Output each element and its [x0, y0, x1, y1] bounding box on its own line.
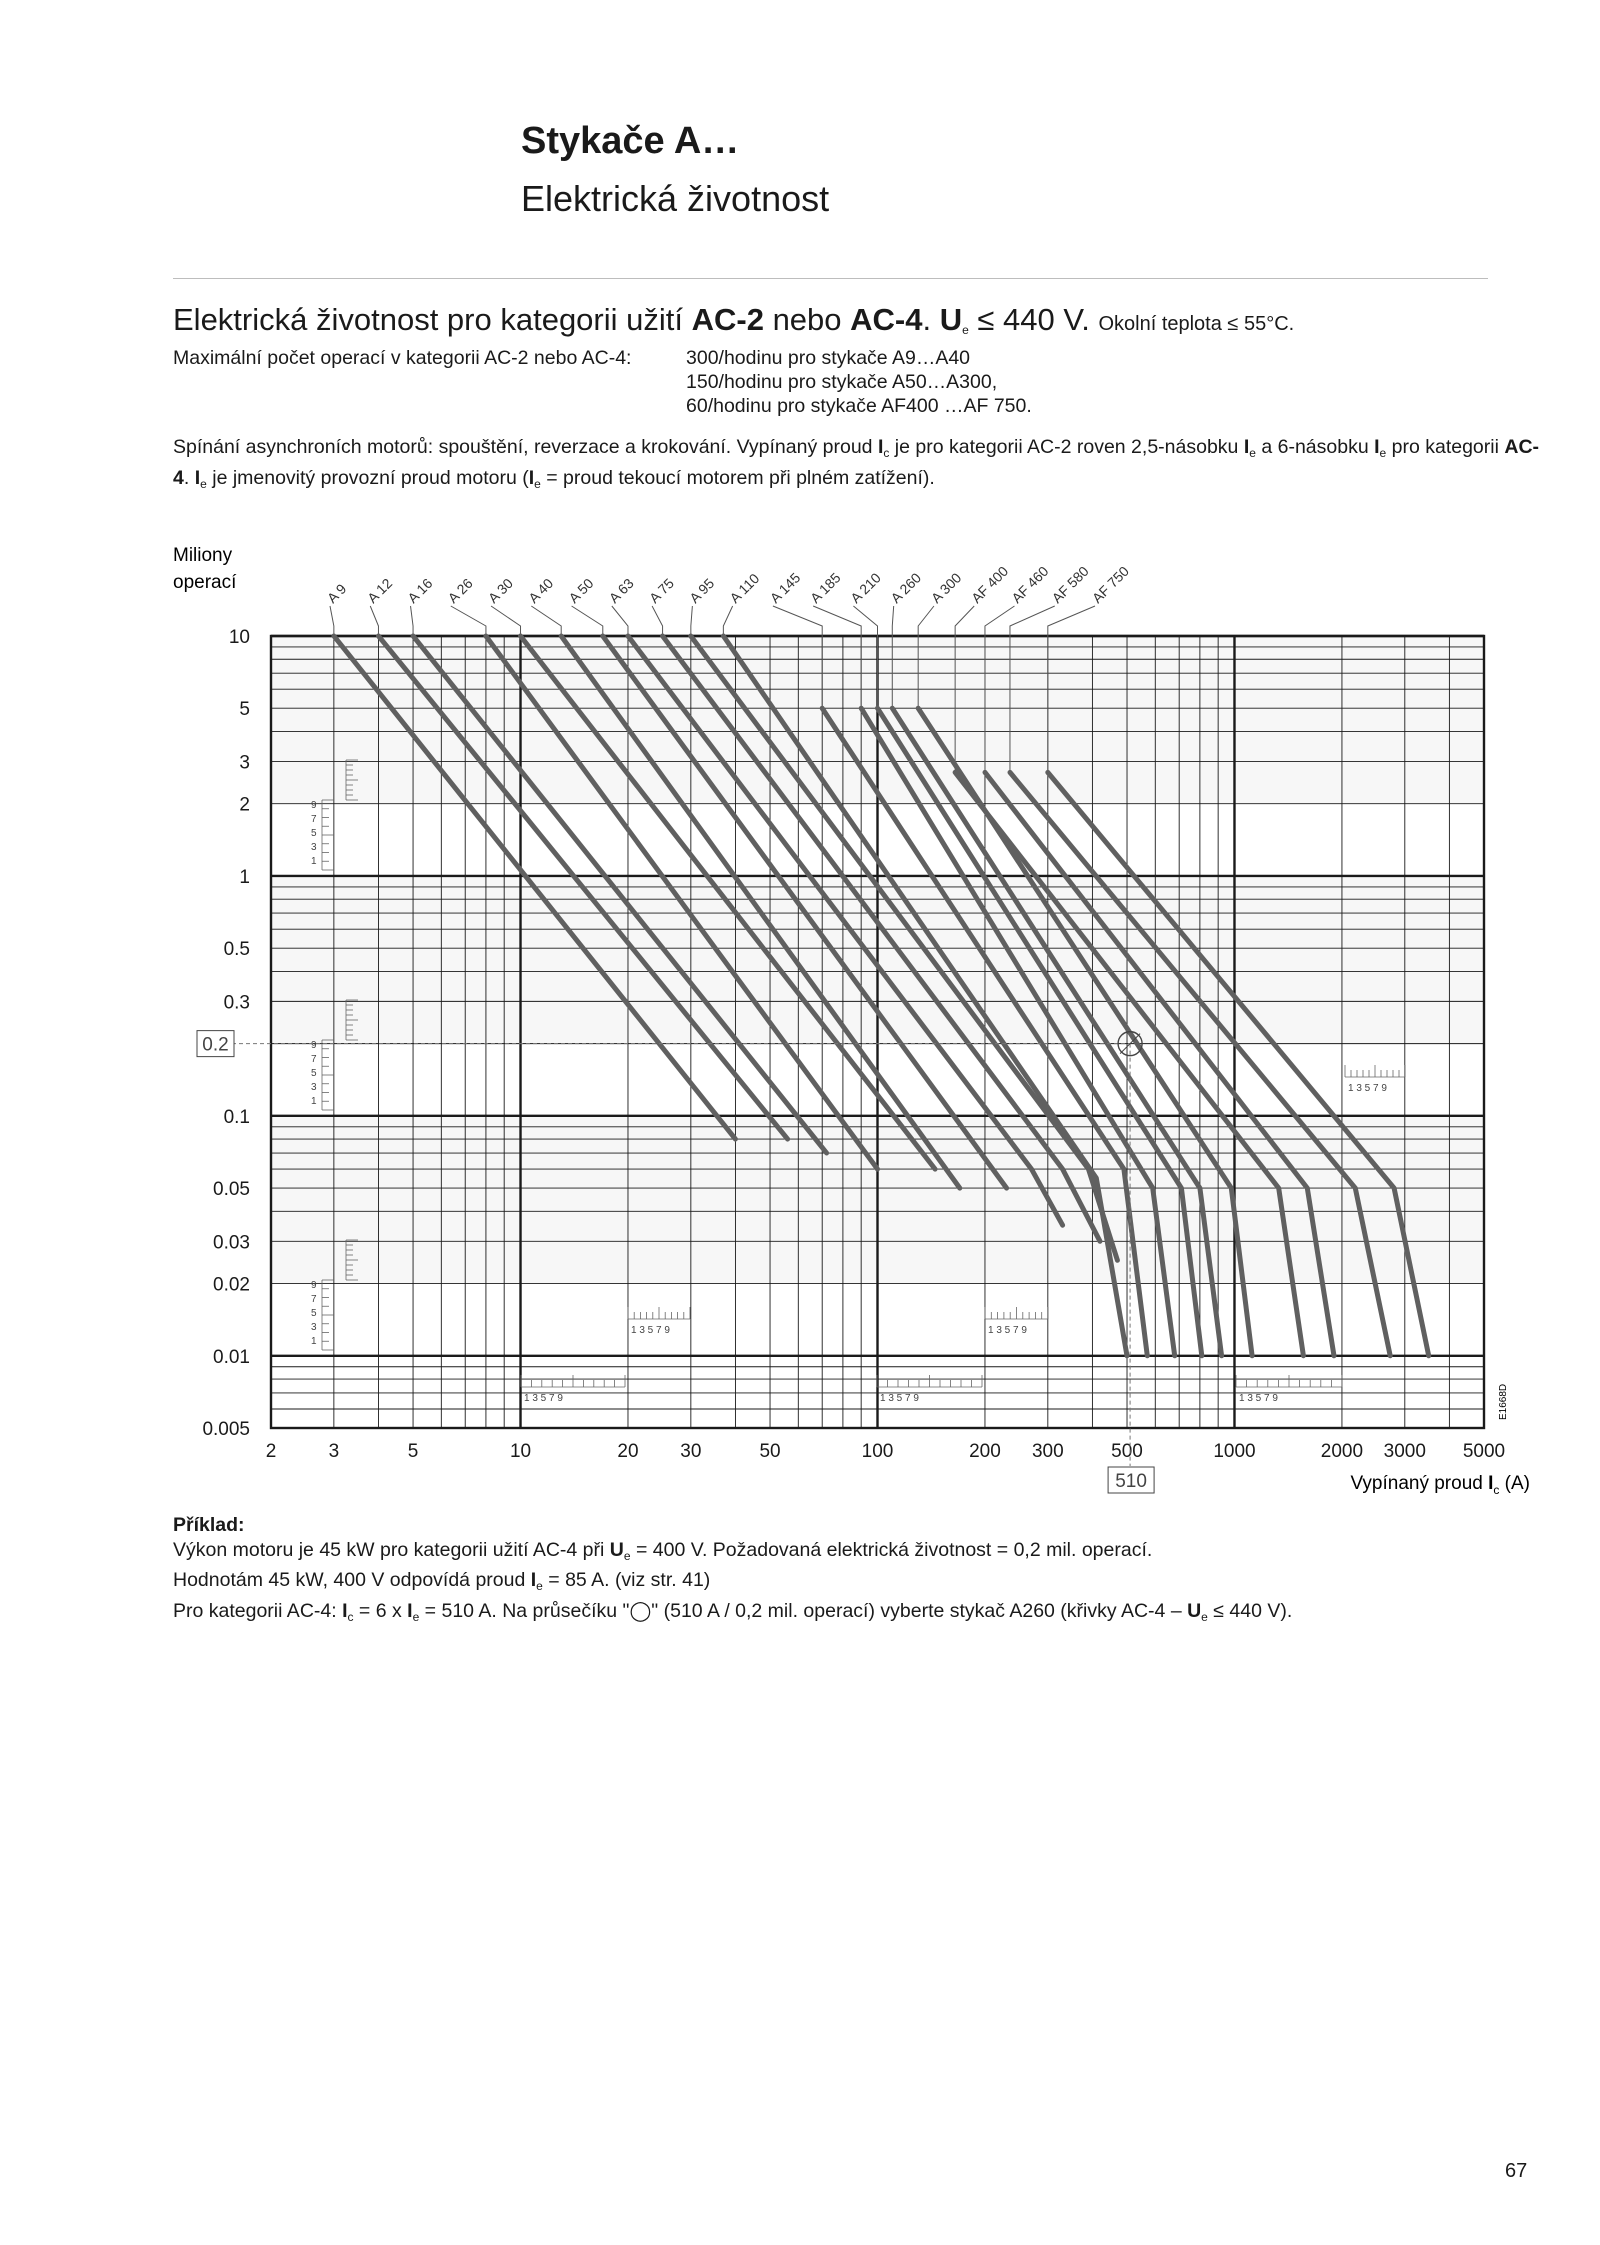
- minor-scale-digit: 5: [311, 828, 317, 839]
- max-operations-line: 60/hodinu pro stykače AF400 …AF 750.: [686, 395, 1032, 417]
- y-tick-label: 0.005: [202, 1419, 250, 1440]
- y-tick-label: 0.02: [213, 1274, 250, 1296]
- x-tick-label: 200: [969, 1441, 1001, 1462]
- para-ie: I: [1243, 436, 1250, 458]
- minor-scale-digits: 1 3 5 7 9: [988, 1325, 1027, 1336]
- series-label: A 9: [323, 580, 350, 607]
- series-leader: [691, 606, 693, 636]
- series-label: A 95: [686, 574, 718, 607]
- max-operations-list: [686, 346, 1032, 418]
- series-label: AF 580: [1048, 562, 1092, 607]
- minor-scale-digit: 3: [311, 1322, 317, 1333]
- minor-scale-digit: 1: [311, 1096, 317, 1107]
- x-tick-label: 20: [617, 1441, 639, 1462]
- minor-scale-digits: 1 3 5 7 9: [631, 1325, 670, 1336]
- example-ie-sub: e: [412, 1609, 420, 1624]
- y-tick-label: 5: [239, 699, 250, 721]
- electrical-life-chart: [0, 520, 1600, 1500]
- minor-scale-digit: 7: [311, 1054, 317, 1065]
- x-tick-label: 50: [759, 1441, 781, 1462]
- series-leader: [572, 606, 603, 636]
- page-subtitle: Elektrická životnost: [521, 178, 830, 219]
- series-label: A 16: [404, 574, 436, 607]
- y-axis-label-line2: operací: [173, 572, 237, 593]
- series-leader: [612, 606, 628, 636]
- minor-scale-digit: 1: [311, 1336, 317, 1347]
- max-operations-line: 300/hodinu pro stykače A9…A40: [686, 347, 971, 369]
- para-text: = proud tekoucí motorem při plném zatížení).: [540, 467, 935, 489]
- heading-ue-sub: e: [962, 323, 969, 337]
- y-axis-label-line1: Miliony: [173, 545, 233, 566]
- example-y-label: 0.2: [202, 1034, 229, 1056]
- x-tick-label: 5000: [1462, 1441, 1506, 1462]
- series-leader: [723, 606, 732, 636]
- x-tick-label: 500: [1111, 1441, 1143, 1462]
- series-label: AF 750: [1088, 562, 1133, 607]
- series-leader: [652, 606, 662, 636]
- series-label: A 185: [806, 569, 844, 607]
- example-line-3: [173, 1599, 1292, 1630]
- example-text: = 6 x: [353, 1599, 408, 1622]
- y-tick-label: 2: [239, 794, 250, 816]
- example-line-1: [173, 1538, 1292, 1569]
- max-operations-label: Maximální počet operací v kategorii AC-2 nebo AC-4:: [173, 347, 632, 369]
- para-ic: I: [877, 436, 884, 458]
- minor-scale-digit: 9: [311, 1280, 317, 1291]
- y-tick-label: 0.3: [223, 992, 250, 1014]
- heading-text-a: Elektrická životnost pro kategorii užití: [173, 302, 692, 337]
- description-paragraph: [173, 435, 1543, 497]
- header-divider: [173, 278, 1488, 279]
- series-label: A 210: [847, 569, 884, 607]
- x-axis-label-unit: (A): [1499, 1473, 1530, 1494]
- para-text: .: [183, 467, 195, 489]
- example-ic: I: [342, 1599, 348, 1622]
- y-tick-label: 3: [239, 752, 250, 774]
- heading-ambient: Okolní teplota ≤ 55°C.: [1098, 313, 1295, 335]
- x-tick-label: 5: [407, 1441, 419, 1462]
- series-label: A 75: [645, 574, 678, 607]
- x-axis-label: [1350, 1473, 1530, 1497]
- example-block: [173, 1513, 1292, 1629]
- series-label: A 63: [605, 574, 637, 607]
- example-x-label: 510: [1115, 1471, 1147, 1492]
- minor-scale-digit: 9: [311, 1040, 317, 1051]
- example-text: ≤ 440 V).: [1207, 1599, 1293, 1622]
- series-leader: [330, 606, 334, 636]
- heading-ue: U: [939, 302, 963, 337]
- para-text: a 6-násobku: [1255, 436, 1375, 458]
- minor-scale-digit: 5: [311, 1068, 317, 1079]
- series-label: AF 400: [968, 562, 1012, 607]
- series-label: A 12: [364, 574, 396, 607]
- x-axis-label-sub: c: [1493, 1483, 1500, 1497]
- page-title: Stykače A…: [521, 120, 740, 162]
- example-text: " (510 A / 0,2 mil. operací) vyberte stykač A260 (křivky AC-4 –: [651, 1599, 1188, 1622]
- para-text: pro kategorii: [1386, 436, 1505, 458]
- series-label: A 40: [525, 574, 557, 607]
- para-ic-sub: c: [883, 446, 890, 460]
- page-number: 67: [1505, 2160, 1528, 2182]
- x-tick-label: 3000: [1383, 1441, 1426, 1462]
- minor-scale-digits: 1 3 5 7 9: [524, 1393, 563, 1404]
- series-label: A 50: [565, 574, 597, 607]
- intersection-symbol: ◯: [629, 1599, 652, 1622]
- x-tick-label: 10: [509, 1441, 532, 1462]
- x-tick-label: 300: [1031, 1441, 1064, 1462]
- para-text: Spínání asynchroních motorů: spouštění, reverzace a krokování. Vypínaný proud: [173, 436, 878, 458]
- para-text: je pro kategorii AC-2 roven 2,5-násobku: [889, 436, 1244, 458]
- series-leader: [531, 606, 561, 636]
- minor-scale-digit: 3: [311, 1082, 317, 1093]
- series-leader: [491, 606, 520, 636]
- example-text: Hodnotám 45 kW, 400 V odpovídá proud: [173, 1569, 531, 1591]
- heading-ac4: AC-4: [850, 302, 923, 337]
- para-ie-sub: e: [200, 477, 207, 491]
- y-tick-label: 10: [228, 627, 250, 648]
- y-tick-label: 0.01: [213, 1346, 250, 1368]
- para-text: je jmenovitý provozní proud motoru (: [206, 467, 529, 489]
- example-text: = 85 A. (viz str. 41): [542, 1569, 711, 1591]
- heading-text-c: .: [922, 302, 940, 337]
- para-ie-sub: e: [1249, 446, 1256, 460]
- y-tick-label: 0.5: [223, 939, 250, 961]
- x-tick-label: 3: [328, 1441, 340, 1462]
- example-ue: U: [609, 1538, 624, 1561]
- minor-scale-digit: 9: [311, 800, 317, 811]
- x-tick-label: 1000: [1213, 1441, 1256, 1462]
- series-label: A 30: [484, 574, 516, 607]
- example-line-2: [173, 1568, 1292, 1599]
- minor-scale-digit: 5: [311, 1308, 317, 1319]
- minor-scale-digit: 3: [311, 842, 317, 853]
- heading-text-b: nebo: [763, 302, 851, 337]
- example-ie: I: [407, 1599, 413, 1622]
- para-ie-sub: e: [534, 477, 541, 491]
- minor-scale-digit: 1: [311, 856, 317, 867]
- example-heading: Příklad:: [173, 1514, 245, 1536]
- x-axis-label-var: I: [1488, 1473, 1494, 1494]
- minor-scale-digit: 7: [311, 1294, 317, 1305]
- para-ie-sub: e: [1379, 446, 1387, 460]
- x-tick-label: 100: [861, 1441, 894, 1462]
- y-tick-label: 0.1: [223, 1106, 250, 1128]
- example-ue: U: [1187, 1599, 1202, 1622]
- example-ic-sub: c: [347, 1609, 354, 1624]
- para-ie: I: [528, 467, 535, 489]
- series-leader: [411, 606, 414, 636]
- series-label: A 300: [927, 569, 965, 607]
- minor-scale-digits: 1 3 5 7 9: [880, 1393, 919, 1404]
- example-text: Pro kategorii AC-4:: [173, 1599, 343, 1622]
- minor-scale-digit: 7: [311, 814, 317, 825]
- example-ie-sub: e: [536, 1579, 543, 1593]
- y-tick-label: 1: [239, 866, 250, 888]
- series-leader: [451, 606, 486, 636]
- example-ue-sub: e: [1201, 1609, 1208, 1624]
- figure-code: E1668D: [1498, 1383, 1509, 1420]
- series-label: AF 460: [1008, 562, 1052, 607]
- x-tick-label: 30: [680, 1441, 702, 1462]
- series-label: A 26: [444, 574, 476, 607]
- series-leader: [370, 606, 378, 636]
- para-ie: I: [194, 467, 201, 489]
- para-ac4: AC-4: [173, 436, 1540, 489]
- example-ie: I: [530, 1569, 537, 1591]
- heading-ac2: AC-2: [691, 302, 764, 337]
- example-text: = 400 V. Požadovaná elektrická životnost = 0,2 mil. operací.: [630, 1538, 1153, 1561]
- example-text: = 510 A. Na průsečíku ": [419, 1599, 630, 1622]
- x-tick-label: 2000: [1320, 1441, 1364, 1462]
- x-tick-label: 2: [265, 1441, 277, 1462]
- minor-scale-digits: 1 3 5 7 9: [1239, 1393, 1278, 1404]
- max-operations-line: 150/hodinu pro stykače A50…A300,: [686, 371, 998, 393]
- minor-scale-digits: 1 3 5 7 9: [1348, 1083, 1387, 1094]
- series-labels: [324, 563, 1132, 606]
- example-ue-sub: e: [623, 1548, 631, 1563]
- y-tick-label: 0.05: [213, 1179, 250, 1201]
- series-label: A 145: [766, 569, 804, 607]
- example-text: Výkon motoru je 45 kW pro kategorii užití AC-4 při: [173, 1538, 610, 1561]
- series-label: A 260: [887, 569, 925, 607]
- heading-text-d: ≤ 440 V.: [968, 302, 1099, 337]
- para-ie: I: [1374, 436, 1380, 458]
- series-label: A 110: [726, 570, 763, 607]
- section-heading: [173, 302, 1294, 338]
- x-axis-label-text: Vypínaný proud: [1350, 1473, 1489, 1494]
- y-tick-label: 0.03: [213, 1232, 250, 1254]
